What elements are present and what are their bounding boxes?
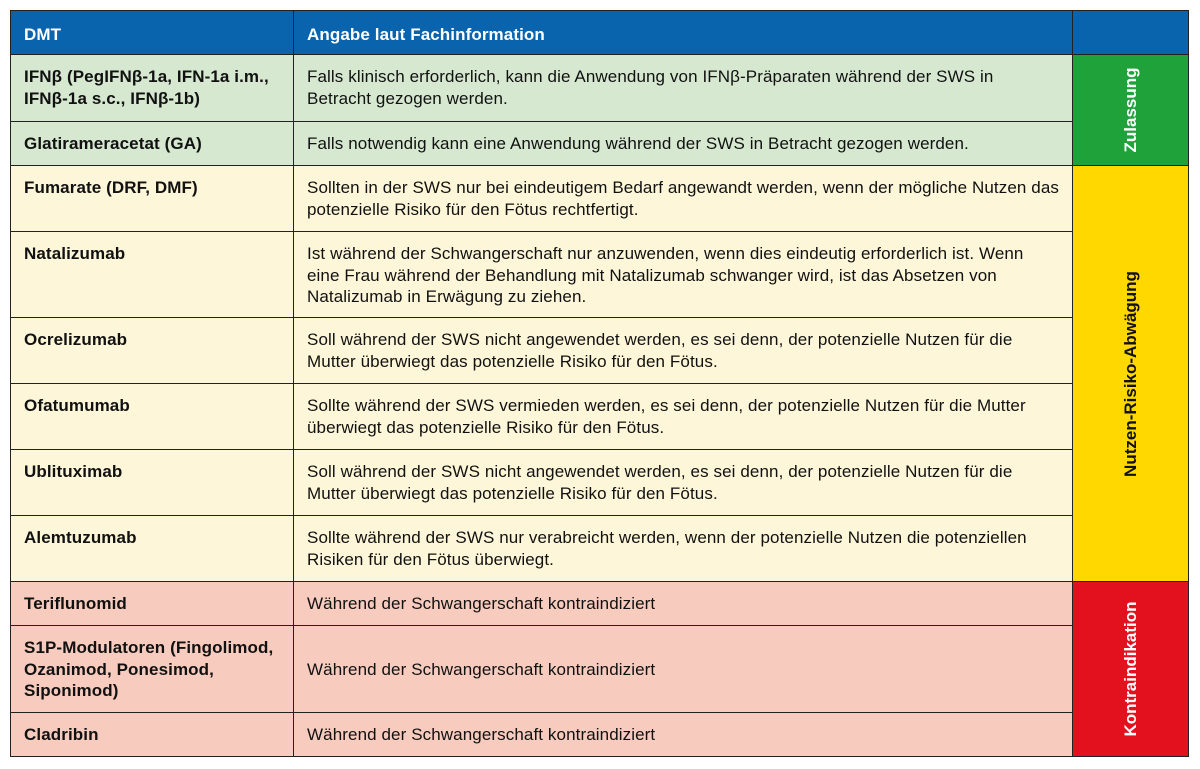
category-band-nutzen-risiko bbox=[1073, 166, 1188, 582]
table-row-drug: Ocrelizumab bbox=[11, 318, 294, 384]
table-row-info: Falls notwendig kann eine Anwendung während der SWS in Betracht gezogen werden. bbox=[294, 122, 1073, 166]
table-row-info: Sollte während der SWS vermieden werden, es sei denn, der potenzielle Nutzen für die Mutter überwiegt das potenzielle Risiko für den Fötus. bbox=[294, 384, 1073, 450]
table-row-info: Falls klinisch erforderlich, kann die Anwendung von IFNβ-Präparaten während der SWS in Betracht gezogen werden. bbox=[294, 55, 1073, 122]
header-dmt: DMT bbox=[11, 11, 294, 55]
category-band-zulassung bbox=[1073, 55, 1188, 166]
table-row-drug: Glatirameracetat (GA) bbox=[11, 122, 294, 166]
table-row-info: Während der Schwangerschaft kontraindiziert bbox=[294, 713, 1073, 756]
table-row-info: Während der Schwangerschaft kontraindiziert bbox=[294, 626, 1073, 713]
table-row-info: Sollten in der SWS nur bei eindeutigem Bedarf angewandt werden, wenn der mögliche Nutzen das potenzielle Risiko für den Fötus rechtfertigt. bbox=[294, 166, 1073, 232]
category-band-kontraindikation bbox=[1073, 582, 1188, 756]
header-fachinformation: Angabe laut Fachinformation bbox=[294, 11, 1073, 55]
table-row-info: Während der Schwangerschaft kontraindiziert bbox=[294, 582, 1073, 626]
table-row-drug: Natalizumab bbox=[11, 232, 294, 318]
table-row-drug: S1P-Modulatoren (Fingolimod, Ozanimod, Ponesimod, Siponimod) bbox=[11, 626, 294, 713]
table-row-drug: Cladribin bbox=[11, 713, 294, 756]
table-row-drug: Alemtuzumab bbox=[11, 516, 294, 582]
category-label: Zulassung bbox=[1120, 67, 1140, 153]
table-row-drug: Fumarate (DRF, DMF) bbox=[11, 166, 294, 232]
dmt-table bbox=[10, 10, 1189, 757]
table-row-info: Soll während der SWS nicht angewendet werden, es sei denn, der potenzielle Nutzen für die Mutter überwiegt das potenzielle Risiko für den Fötus. bbox=[294, 450, 1073, 516]
table-row-info: Sollte während der SWS nur verabreicht werden, wenn der potenzielle Nutzen die potenziellen Risiken für den Fötus überwiegt. bbox=[294, 516, 1073, 582]
table-row-info: Ist während der Schwangerschaft nur anzuwenden, wenn dies eindeutig erforderlich ist. Wenn eine Frau während der Behandlung mit Natalizumab schwanger wird, ist das Absetzen von Natalizumab in Erwägung zu ziehen. bbox=[294, 232, 1073, 318]
table-row-info: Soll während der SWS nicht angewendet werden, es sei denn, der potenzielle Nutzen für die Mutter überwiegt das potenzielle Risiko für den Fötus. bbox=[294, 318, 1073, 384]
table-row-drug: IFNβ (PegIFNβ-1a, IFN-1a i.m., IFNβ-1a s.c., IFNβ-1b) bbox=[11, 55, 294, 122]
category-label: Nutzen-Risiko-Abwägung bbox=[1120, 270, 1140, 477]
category-label: Kontraindikation bbox=[1120, 601, 1140, 737]
table-row-drug: Teriflunomid bbox=[11, 582, 294, 626]
header-category bbox=[1073, 11, 1188, 55]
table-row-drug: Ublituximab bbox=[11, 450, 294, 516]
table-row-drug: Ofatumumab bbox=[11, 384, 294, 450]
